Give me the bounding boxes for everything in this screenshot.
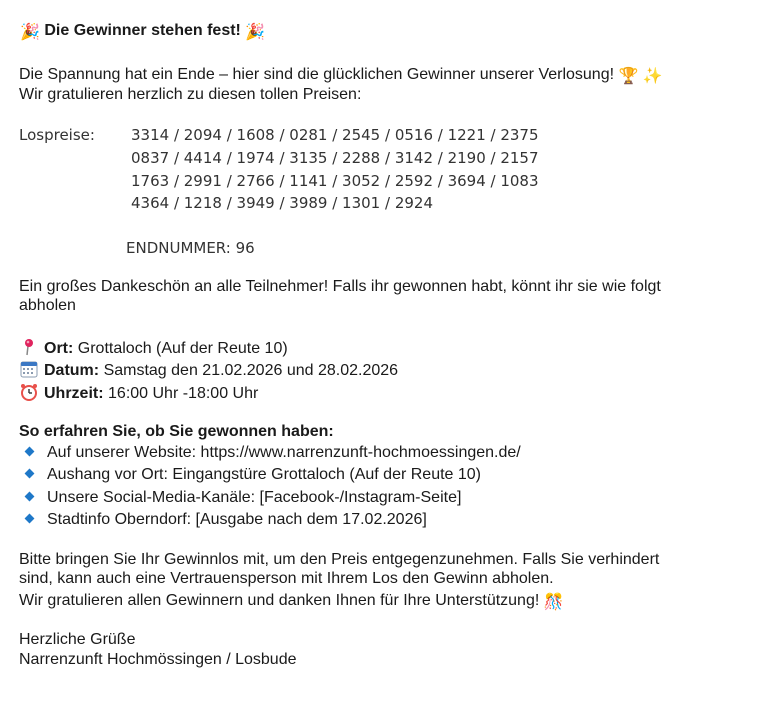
closing-text: Wir gratulieren allen Gewinnern und danken Ihnen für Ihre Unterstützung!	[19, 592, 540, 609]
list-item	[22, 466, 481, 484]
intro-line-2: Wir gratulieren herzlich zu diesen tollen Preisen:	[19, 86, 362, 103]
alarm-clock-icon	[20, 383, 38, 401]
ort-row	[20, 338, 288, 358]
info-heading: So erfahren Sie, ob Sie gewonnen haben:	[19, 423, 334, 440]
diamond-bullet-icon	[25, 492, 35, 502]
list-item-text: Stadtinfo Oberndorf: [Ausgabe nach dem 17.02.2026]	[47, 511, 427, 528]
closing-line-1: Bitte bringen Sie Ihr Gewinnlos mit, um den Preis entgegenzunehmen. Falls Sie verhindert	[19, 551, 660, 568]
list-item-text: Auf unserer Website: https://www.narrenzunft-hochmoessingen.de/	[47, 444, 521, 461]
list-item	[22, 444, 521, 462]
signature-greeting: Herzliche Grüße	[19, 631, 136, 648]
intro-text: Die Spannung hat ein Ende – hier sind die glücklichen Gewinner unserer Verlosung!	[19, 66, 615, 83]
trophy-sparkles-icon: 🏆 ✨	[618, 68, 663, 85]
lospreise-line: 3314 / 2094 / 1608 / 0281 / 2545 / 0516 / 1221 / 2375	[131, 126, 539, 144]
uhrzeit-value: 16:00 Uhr -18:00 Uhr	[108, 385, 259, 402]
lospreise-line: 1763 / 2991 / 2766 / 1141 / 3052 / 2592 / 3694 / 1083	[131, 172, 539, 190]
closing-line-3	[19, 592, 564, 612]
ort-label: Ort:	[44, 340, 74, 357]
pin-icon	[20, 338, 38, 356]
diamond-bullet-icon	[25, 447, 35, 457]
datum-label: Datum:	[44, 362, 100, 379]
party-popper-icon: 🎉	[20, 24, 40, 41]
thanks-line-2: abholen	[19, 297, 76, 314]
list-item-text: Unsere Social-Media-Kanäle: [Facebook-/Instagram-Seite]	[47, 489, 462, 506]
datum-row	[20, 360, 398, 380]
party-popper-icon: 🎉	[245, 24, 266, 41]
calendar-icon	[20, 360, 38, 378]
title-text: Die Gewinner stehen fest!	[44, 22, 241, 39]
confetti-ball-icon: 🎊	[543, 594, 564, 611]
list-item	[22, 489, 461, 507]
list-item	[22, 511, 427, 529]
ort-value: Grottaloch (Auf der Reute 10)	[77, 340, 288, 357]
uhrzeit-label: Uhrzeit:	[44, 385, 104, 402]
lospreise-line: 0837 / 4414 / 1974 / 3135 / 2288 / 3142 / 2190 / 2157	[131, 149, 539, 167]
lospreise-line: 4364 / 1218 / 3949 / 3989 / 1301 / 2924	[131, 194, 433, 212]
diamond-bullet-icon	[25, 514, 35, 524]
signature-sender: Narrenzunft Hochmössingen / Losbude	[19, 651, 297, 668]
list-item-text: Aushang vor Ort: Eingangstüre Grottaloch (Auf der Reute 10)	[47, 466, 482, 483]
page-title	[20, 22, 265, 42]
thanks-line-1: Ein großes Dankeschön an alle Teilnehmer! Falls ihr gewonnen habt, könnt ihr sie wie folgt	[19, 278, 661, 295]
lospreise-label: Lospreise:	[19, 126, 95, 144]
datum-value: Samstag den 21.02.2026 und 28.02.2026	[103, 362, 399, 379]
endnummer: ENDNUMMER: 96	[126, 239, 255, 257]
uhrzeit-row	[20, 383, 258, 403]
intro-line-1	[19, 66, 663, 86]
diamond-bullet-icon	[25, 469, 35, 479]
closing-line-2: sind, kann auch eine Vertrauensperson mit Ihrem Los den Gewinn abholen.	[19, 570, 554, 587]
